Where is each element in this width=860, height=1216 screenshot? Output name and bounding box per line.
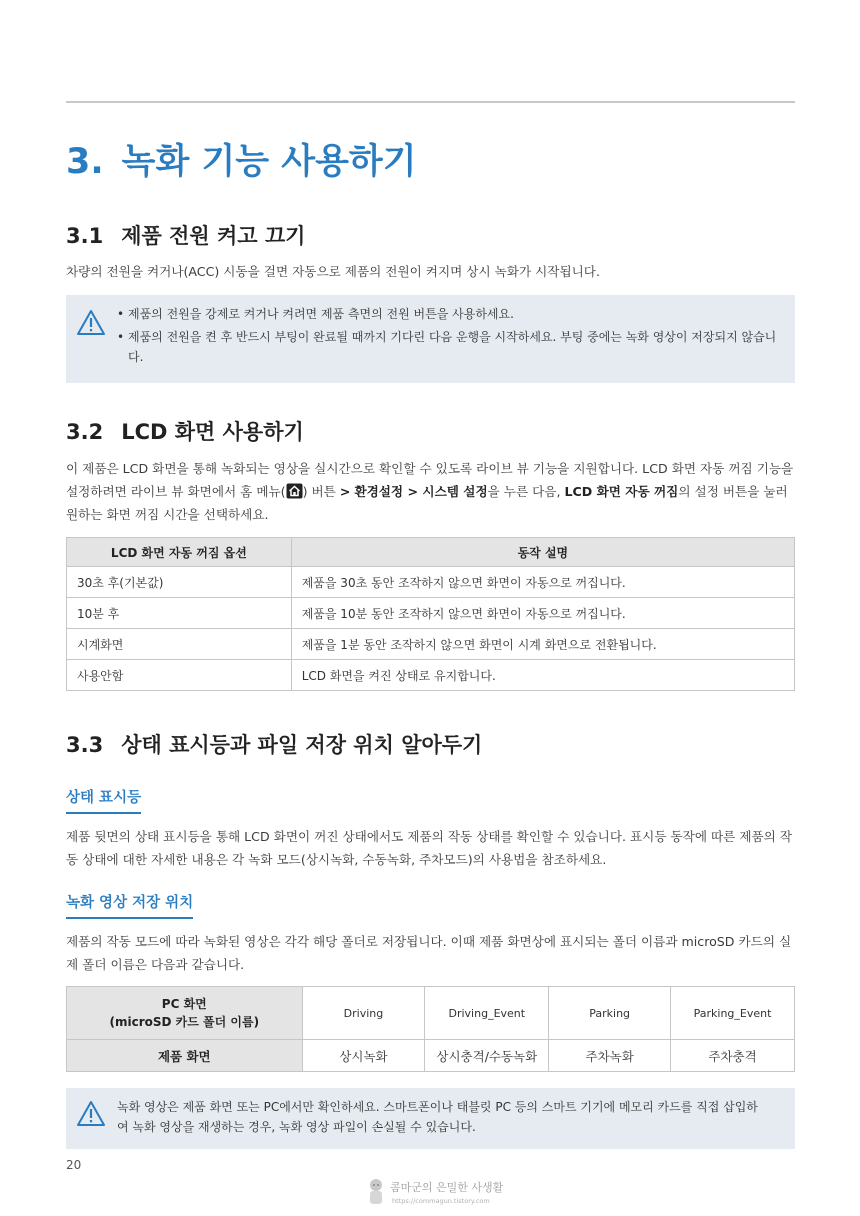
section-3-1-heading bbox=[66, 222, 305, 250]
watermark-url: https://commagun.tistory.com bbox=[392, 1197, 490, 1205]
caution-item: • 제품의 전원을 강제로 켜거나 켜려면 제품 측면의 전원 버튼을 사용하세요. bbox=[117, 304, 777, 324]
table-header: LCD 화면 자동 꺼짐 옵션 bbox=[67, 538, 292, 567]
caution-item: • 제품의 전원을 켠 후 반드시 부팅이 완료될 때까지 기다린 다음 운행을 시작하세요. 부팅 중에는 녹화 영상이 저장되지 않습니다. bbox=[117, 327, 777, 367]
lcd-auto-off-table bbox=[66, 537, 795, 691]
table-header-row bbox=[67, 538, 795, 567]
watermark-avatar-icon bbox=[366, 1178, 386, 1206]
section-number: 3.3 bbox=[66, 733, 104, 757]
caution-note-power bbox=[66, 295, 795, 383]
table-row: 시계화면 제품을 1분 동안 조작하지 않으면 화면이 시계 화면으로 전환됩니다. bbox=[67, 629, 795, 660]
section-title: 상태 표시등과 파일 저장 위치 알아두기 bbox=[121, 733, 483, 757]
status-light-body: 제품 뒷면의 상태 표시등을 통해 LCD 화면이 꺼진 상태에서도 제품의 작동 상태를 확인할 수 있습니다. 표시등 동작에 따른 제품의 작동 상태에 대한 자세한 내용은 각 녹화 모드(상시녹화, 수동녹화, 주차모드)의 사용법을 참조하세요. bbox=[66, 829, 793, 867]
caution-text: 녹화 영상은 제품 화면 또는 PC에서만 확인하세요. 스마트폰이나 태블릿 PC 등의 스마트 기기에 메모리 카드를 직접 삽입하여 녹화 영상을 재생하는 경우, 녹화 영상 파일이 손실될 수 있습니다. bbox=[117, 1100, 758, 1134]
chapter-number: 3. bbox=[66, 142, 104, 182]
section-number: 3.2 bbox=[66, 420, 104, 444]
home-icon bbox=[286, 483, 303, 499]
page-number: 20 bbox=[66, 1158, 82, 1172]
table-row: 사용안함 LCD 화면을 켜진 상태로 유지합니다. bbox=[67, 660, 795, 691]
section-3-1-body: 차량의 전원을 켜거나(ACC) 시동을 걸면 자동으로 제품의 전원이 켜지며 상시 녹화가 시작됩니다. bbox=[66, 264, 600, 279]
warning-triangle-icon bbox=[76, 309, 106, 336]
section-3-3-heading bbox=[66, 731, 482, 759]
section-3-2-heading bbox=[66, 418, 304, 446]
header-rule bbox=[66, 101, 795, 103]
table-row: 10분 후 제품을 10분 동안 조작하지 않으면 화면이 자동으로 꺼집니다. bbox=[67, 598, 795, 629]
section-title: 제품 전원 켜고 끄기 bbox=[121, 224, 306, 248]
folder-name-table bbox=[66, 986, 795, 1072]
storage-location-body: 제품의 작동 모드에 따라 녹화된 영상은 각각 해당 폴더로 저장됩니다. 이때 제품 화면상에 표시되는 폴더 이름과 microSD 카드의 실제 폴더 이름은 다음과 같습니다. bbox=[66, 934, 792, 972]
watermark-title: 콤마군의 은밀한 사생활 bbox=[390, 1181, 504, 1194]
section-number: 3.1 bbox=[66, 224, 104, 248]
table-header: 동작 설명 bbox=[291, 538, 794, 567]
table-row: PC 화면 (microSD 카드 폴더 이름) Driving Driving_Event Parking Parking_Event bbox=[67, 987, 795, 1040]
chapter-title bbox=[66, 140, 417, 184]
chapter-title-text: 녹화 기능 사용하기 bbox=[121, 142, 417, 182]
section-3-2-body: 이 제품은 LCD 화면을 통해 녹화되는 영상을 실시간으로 확인할 수 있도록 라이브 뷰 기능을 지원합니다. LCD 화면 자동 꺼짐 기능을 설정하려면 라이브 뷰 화면에서 홈 메뉴( ) 버튼 > 환경설정 > 시스템 설정을 누른 다음, LCD 화면 자동 꺼짐의 설정 버튼을 눌러 원하는 화면 꺼짐 시간을 선택하세요. bbox=[66, 461, 794, 522]
caution-list bbox=[117, 304, 777, 370]
caution-note-playback bbox=[66, 1088, 795, 1149]
device-label-cell: 제품 화면 bbox=[67, 1040, 303, 1072]
subheading-status-light: 상태 표시등 bbox=[66, 788, 141, 814]
table-row: 제품 화면 상시녹화 상시충격/수동녹화 주차녹화 주차충격 bbox=[67, 1040, 795, 1072]
subheading-storage-location: 녹화 영상 저장 위치 bbox=[66, 893, 193, 919]
pc-label-cell: PC 화면 (microSD 카드 폴더 이름) bbox=[67, 987, 303, 1040]
warning-triangle-icon bbox=[76, 1100, 106, 1127]
table-row: 30초 후(기본값) 제품을 30초 동안 조작하지 않으면 화면이 자동으로 꺼집니다. bbox=[67, 567, 795, 598]
section-title: LCD 화면 사용하기 bbox=[121, 420, 304, 444]
